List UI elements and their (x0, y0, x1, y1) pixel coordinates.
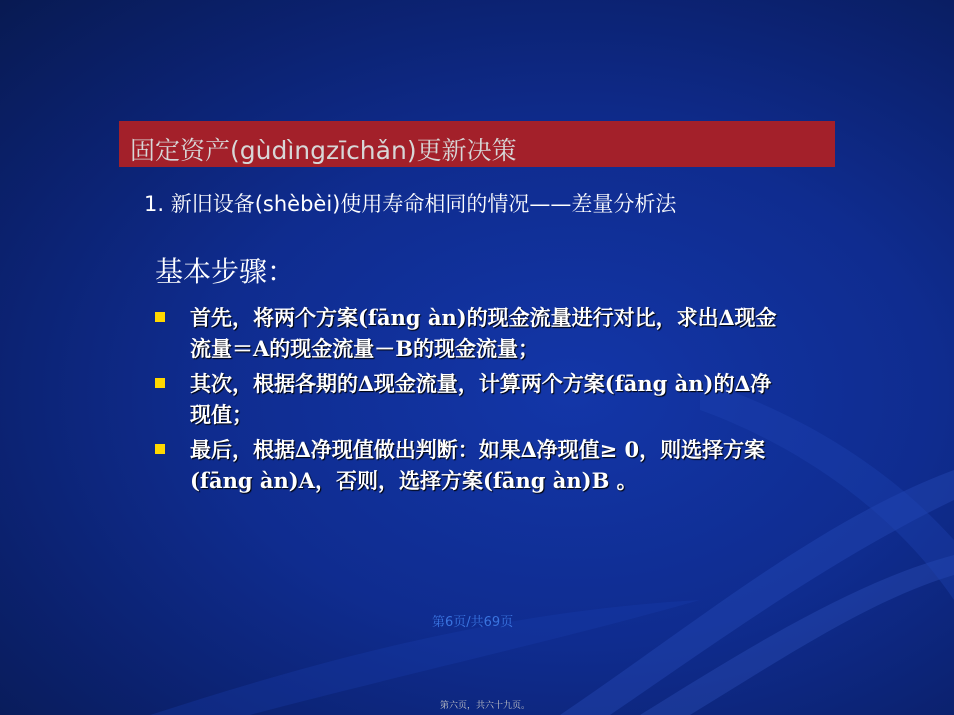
section-heading: 基本步骤： (155, 255, 296, 288)
bullet-list (150, 302, 790, 500)
footer-page-note: 第六页，共六十九页。 (440, 701, 531, 711)
square-bullet-icon (155, 312, 165, 322)
page-counter: 第6页/共69页 (432, 615, 514, 630)
bullet-text: 最后，根据∆净现值做出判断：如果∆净现值≥ 0，则选择方案(fāng àn)A，否则，选择方案(fāng àn)B 。 (190, 437, 766, 493)
slide-subtitle: 1. 新旧设备(shèbèi)使用寿命相同的情况——差量分析法 (144, 192, 677, 216)
bullet-text: 其次，根据各期的∆现金流量，计算两个方案(fāng àn)的∆净现值； (190, 371, 772, 427)
bullet-item (150, 368, 790, 430)
slide-title: 固定资产(gùdìngzīchǎn)更新决策 (130, 136, 517, 165)
bullet-item (150, 302, 790, 364)
bullet-text: 首先，将两个方案(fāng àn)的现金流量进行对比，求出∆现金流量＝A的现金流量－B的现金流量； (190, 305, 777, 361)
square-bullet-icon (155, 444, 165, 454)
bullet-item (150, 434, 790, 496)
square-bullet-icon (155, 378, 165, 388)
